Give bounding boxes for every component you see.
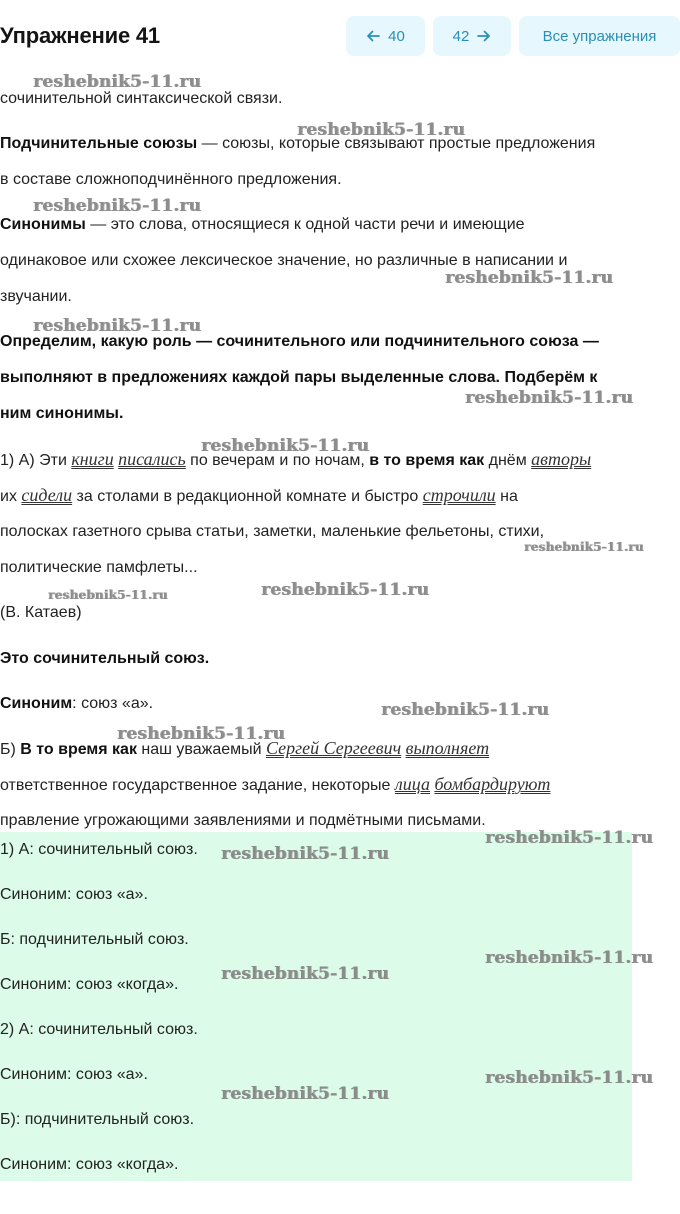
- watermark: reshebnik5-11.ru: [33, 196, 201, 216]
- watermark: reshebnik5-11.ru: [48, 588, 168, 602]
- answer-line: Б): подчинительный союз.: [0, 1111, 195, 1128]
- author: (В. Катаев): [0, 604, 82, 621]
- sentence-line: Б) В то время как наш уважаемый Сергей Сергеевич выполняет: [0, 738, 490, 758]
- theory-line: в составе сложноподчинённого предложения.: [0, 171, 342, 188]
- highlighted-word: бомбардируют: [434, 774, 551, 794]
- answer-line: Б: подчинительный союз.: [0, 931, 189, 948]
- answer-line: Синоним: союз «а».: [0, 1066, 148, 1083]
- conjunction: В то время как: [20, 741, 137, 758]
- next-exercise-label: 42: [452, 27, 470, 45]
- watermark: reshebnik5-11.ru: [261, 580, 429, 600]
- all-exercises-label: Все упражнения: [542, 27, 657, 45]
- watermark: reshebnik5-11.ru: [221, 964, 389, 984]
- watermark: reshebnik5-11.ru: [201, 436, 369, 456]
- watermark: reshebnik5-11.ru: [33, 316, 201, 336]
- watermark: reshebnik5-11.ru: [297, 120, 465, 140]
- sentence-line: полосках газетного срыва статьи, заметки, маленькие фельетоны, стихи,: [0, 523, 545, 540]
- highlighted-word: выполняет: [405, 738, 490, 758]
- theory-line: сочинительной синтаксической связи.: [0, 90, 283, 107]
- page-title: Упражнение 41: [0, 23, 160, 48]
- theory-line: звучании.: [0, 288, 72, 305]
- sentence-line: ответственное государственное задание, некоторые лица бомбардируют: [0, 774, 551, 794]
- answer-line: 2) А: сочинительный союз.: [0, 1021, 198, 1038]
- arrow-right-icon: [477, 29, 491, 43]
- watermark: reshebnik5-11.ru: [33, 72, 201, 92]
- watermark: reshebnik5-11.ru: [465, 388, 633, 408]
- conclusion: Это сочинительный союз.: [0, 650, 210, 667]
- exercise-header: [0, 0, 680, 70]
- term-synonyms: Синонимы: [0, 216, 86, 233]
- highlighted-word: авторы: [531, 449, 592, 469]
- all-exercises-button[interactable]: [519, 16, 680, 56]
- theory-line: Синонимы — это слова, относящиеся к одной части речи и имеющие: [0, 216, 525, 233]
- watermark: reshebnik5-11.ru: [117, 724, 285, 744]
- highlighted-word: Сергей Сергеевич: [266, 738, 402, 758]
- theory-line: одинаковое или схожее лексическое значение, но различные в написании и: [0, 252, 568, 269]
- sentence-line: правление угрожающими заявлениями и подмётными письмами.: [0, 812, 486, 829]
- watermark: reshebnik5-11.ru: [381, 700, 549, 720]
- watermark: reshebnik5-11.ru: [221, 1084, 389, 1104]
- prev-exercise-button[interactable]: [346, 16, 425, 56]
- theory-line: Подчинительные союзы — союзы, которые связывают простые предложения: [0, 135, 596, 152]
- highlighted-word: книги: [71, 449, 114, 469]
- watermark: reshebnik5-11.ru: [221, 844, 389, 864]
- watermark: reshebnik5-11.ru: [485, 1068, 653, 1088]
- arrow-left-icon: [366, 29, 380, 43]
- task-line: Определим, какую роль — сочинительного или подчинительного союза —: [0, 333, 599, 350]
- task-line: выполняют в предложениях каждой пары выделенные слова. Подберём к: [0, 369, 598, 386]
- answer-line: Синоним: союз «а».: [0, 886, 148, 903]
- conjunction: в то время как: [369, 452, 485, 469]
- synonym-line: Синоним: союз «а».: [0, 695, 154, 712]
- sentence-line: их сидели за столами в редакционной комнате и быстро строчили на: [0, 485, 518, 505]
- answer-line: 1) А: сочинительный союз.: [0, 841, 198, 858]
- highlighted-word: писались: [118, 449, 186, 469]
- sentence-line: политические памфлеты...: [0, 559, 198, 576]
- sentence-line: 1) А) Эти книги писались по вечерам и по ночам, в то время как днём авторы: [0, 449, 592, 469]
- next-exercise-button[interactable]: [433, 16, 511, 56]
- task-line: ним синонимы.: [0, 405, 124, 422]
- highlighted-word: лица: [394, 774, 430, 794]
- term-subordinating: Подчинительные союзы: [0, 135, 198, 152]
- answer-line: Синоним: союз «когда».: [0, 976, 179, 993]
- highlighted-word: сидели: [21, 485, 73, 505]
- watermark: reshebnik5-11.ru: [485, 828, 653, 848]
- watermark: reshebnik5-11.ru: [445, 268, 613, 288]
- watermark: reshebnik5-11.ru: [524, 540, 644, 554]
- prev-exercise-label: 40: [388, 27, 405, 45]
- answer-line: Синоним: союз «когда».: [0, 1156, 179, 1173]
- watermark: reshebnik5-11.ru: [485, 948, 653, 968]
- highlighted-word: строчили: [422, 485, 496, 505]
